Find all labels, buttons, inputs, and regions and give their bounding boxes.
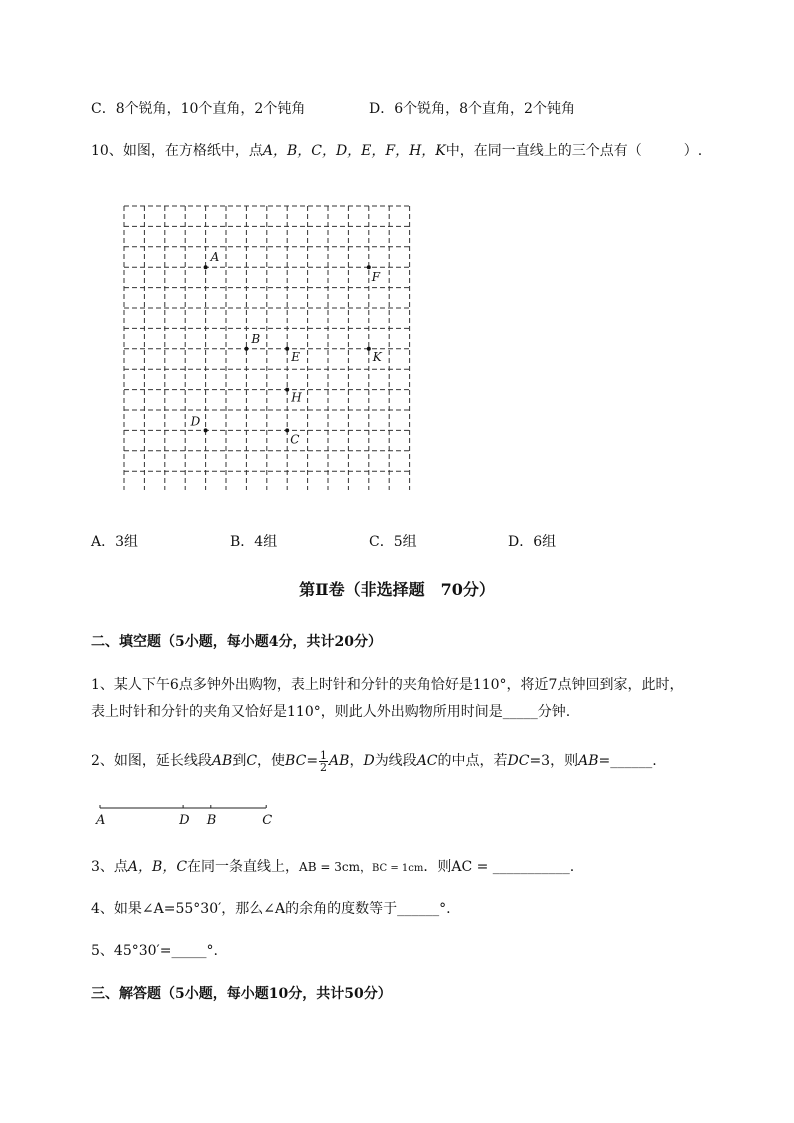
q2-dc: DC <box>507 753 530 769</box>
segment-label-a: A <box>96 813 106 828</box>
q2-ab2: AB <box>329 753 350 769</box>
q10-option-a: A．3组 <box>91 534 139 550</box>
q10-points-list: A，B，C，D，E，F，H，K <box>262 143 446 159</box>
q3-then: ．则 <box>423 859 452 875</box>
q10-option-b: B．4组 <box>230 534 278 550</box>
q2-ac: AC <box>416 753 438 769</box>
q2-mid: 为线段 <box>374 753 417 769</box>
grid-label-f: F <box>371 270 381 285</box>
q2-eq3: =3，则 <box>529 753 579 769</box>
grid-label-d: D <box>190 414 201 429</box>
q2-make: ，使 <box>257 753 286 769</box>
grid-label-h: H <box>291 390 302 405</box>
fill-q5: 5、45°30′=_____°. <box>91 943 218 959</box>
fill-q1-line1: 1、某人下午6点多钟外出购物，表上时针和分针的夹角恰好是110°，将近7点钟回到家，此时， <box>91 677 684 693</box>
segment-label-d: D <box>179 813 190 828</box>
q3-ac: AC = ___________. <box>451 859 575 875</box>
fill-q3 <box>91 857 574 879</box>
fill-q2: 2、如图，延长线段AB到C，使BC= $\frac{1}{2}$ AB，D为线段AC的中点，若DC=3，则AB=______. <box>91 748 657 774</box>
q2-end: =______. <box>598 753 657 769</box>
grid-label-b: B <box>251 331 261 346</box>
q2-text-pre: 2、如图，延长线段 <box>91 753 212 769</box>
q3-points: A，B，C <box>127 859 188 875</box>
question-10-stem <box>91 141 702 161</box>
fill-q4: 4、如果∠A=55°30′，那么∠A的余角的度数等于______°. <box>91 901 451 917</box>
grid-label-c: C <box>290 432 300 447</box>
grid-point-d <box>204 428 208 432</box>
q3-mid: 在同一条直线上， <box>187 859 300 875</box>
segment-label-c: C <box>262 813 273 828</box>
q3-ab: AB = 3cm， <box>299 860 372 874</box>
grid-point-e <box>285 347 289 351</box>
section3-heading: 三、解答题（5小题，每小题10分，共计50分） <box>91 986 392 1002</box>
q2-ab3: AB <box>578 753 599 769</box>
q2-to: 到 <box>232 753 247 769</box>
grid-point-a <box>204 265 208 269</box>
segment-figure <box>88 798 288 832</box>
grid-label-a: A <box>210 250 220 265</box>
grid-point-b <box>244 347 248 351</box>
section2-heading: 二、填空题（5小题，每小题4分，共计20分） <box>91 634 382 650</box>
q2-ab: AB <box>211 753 233 769</box>
grid-point-c <box>285 428 289 432</box>
grid-lines <box>124 206 410 490</box>
option-d: D．6个锐角，8个直角，2个钝角 <box>369 101 575 117</box>
q3-pre: 3、点 <box>91 859 128 875</box>
grid-point-h <box>285 388 289 392</box>
q2-mid2: 的中点，若 <box>437 753 508 769</box>
q10-option-c: C．5组 <box>369 534 417 550</box>
fill-q1-line2: 表上时针和分针的夹角又恰好是110°，则此人外出购物所用时间是_____分钟. <box>91 704 571 720</box>
q2-eq: = <box>306 753 319 769</box>
grid-figure <box>118 200 418 490</box>
grid-points <box>190 250 383 446</box>
grid-point-k <box>367 347 371 351</box>
q10-stem-post: 中，在同一直线上的三个点有（ ）. <box>445 143 703 159</box>
q10-stem-pre: 10、如图，在方格纸中，点 <box>91 143 263 159</box>
q2-d: D <box>363 753 375 769</box>
q10-option-d: D．6组 <box>508 534 557 550</box>
q2-frac-num: 1 <box>320 748 328 762</box>
q2-fraction <box>319 750 328 773</box>
grid-label-k: K <box>372 349 382 364</box>
grid-label-e: E <box>291 349 300 364</box>
q2-frac-den: 2 <box>320 760 328 774</box>
part2-title: 第Ⅱ卷（非选择题 70分） <box>299 580 495 599</box>
q2-c: C <box>246 753 258 769</box>
segment-label-b: B <box>206 813 217 828</box>
q3-bc: BC = 1cm <box>371 863 424 874</box>
q2-bc: BC <box>285 753 307 769</box>
option-c: C．8个锐角，10个直角，2个钝角 <box>91 101 306 117</box>
grid-point-f <box>367 265 371 269</box>
